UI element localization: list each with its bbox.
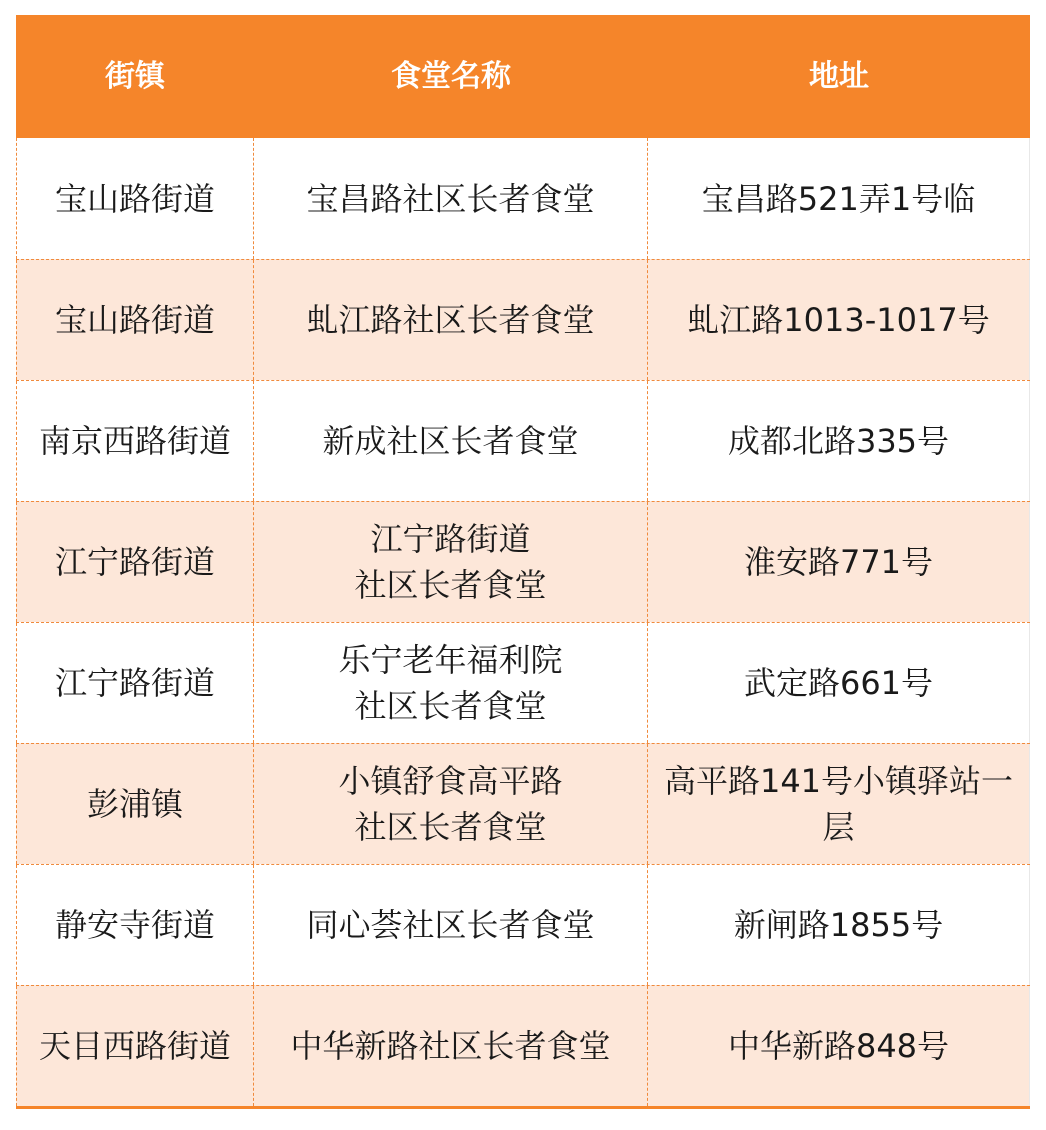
street-cell: 南京西路街道 (16, 381, 254, 501)
table-body (16, 138, 1030, 1106)
canteen-name-line: 社区长者食堂 (354, 808, 547, 846)
canteen-name-cell (254, 502, 648, 622)
street-cell: 宝山路街道 (16, 138, 254, 259)
address-line: 虬江路1013-1017号 (687, 301, 990, 339)
canteen-name-cell (254, 623, 648, 743)
table-row (16, 501, 1030, 622)
address-line: 高平路141号小镇驿站一 (663, 762, 1014, 800)
table-row (16, 985, 1030, 1106)
canteen-name-line: 社区长者食堂 (354, 687, 547, 725)
table-row (16, 864, 1030, 985)
address-line: 层 (822, 808, 855, 846)
table-row (16, 743, 1030, 864)
address-cell (648, 744, 1030, 864)
canteen-name-cell (254, 744, 648, 864)
address-line: 成都北路335号 (727, 422, 950, 460)
street-cell: 静安寺街道 (16, 865, 254, 985)
canteen-table (16, 15, 1030, 1109)
street-cell: 江宁路街道 (16, 623, 254, 743)
address-cell (648, 502, 1030, 622)
table-header (16, 15, 1030, 138)
canteen-name-cell (254, 986, 648, 1106)
canteen-name-cell (254, 381, 648, 501)
header-address: 地址 (809, 58, 869, 94)
street-cell: 宝山路街道 (16, 260, 254, 380)
canteen-name-line: 乐宁老年福利院 (338, 641, 563, 679)
canteen-name-line: 新成社区长者食堂 (322, 422, 579, 460)
canteen-name-cell (254, 260, 648, 380)
table-row (16, 138, 1030, 259)
canteen-name-line: 江宁路街道 (370, 520, 531, 558)
address-cell (648, 260, 1030, 380)
address-line: 武定路661号 (743, 664, 934, 702)
canteen-name-line: 社区长者食堂 (354, 566, 547, 604)
canteen-name-cell (254, 138, 648, 259)
canteen-name-line: 虬江路社区长者食堂 (306, 301, 595, 339)
canteen-name-line: 小镇舒食高平路 (338, 762, 563, 800)
street-cell: 彭浦镇 (16, 744, 254, 864)
table-row (16, 259, 1030, 380)
address-cell (648, 986, 1030, 1106)
table-row (16, 622, 1030, 743)
address-cell (648, 623, 1030, 743)
address-line: 新闸路1855号 (733, 906, 944, 944)
address-line: 淮安路771号 (743, 543, 934, 581)
header-canteen-name: 食堂名称 (391, 58, 511, 94)
canteen-name-line: 同心荟社区长者食堂 (306, 906, 595, 944)
street-cell: 江宁路街道 (16, 502, 254, 622)
header-street: 街镇 (105, 58, 165, 94)
street-cell: 天目西路街道 (16, 986, 254, 1106)
table-row (16, 380, 1030, 501)
address-line: 宝昌路521弄1号临 (701, 179, 976, 218)
address-cell (648, 381, 1030, 501)
address-cell (648, 138, 1030, 259)
canteen-name-cell (254, 865, 648, 985)
address-cell (648, 865, 1030, 985)
address-line: 中华新路848号 (727, 1027, 950, 1065)
canteen-name-line: 中华新路社区长者食堂 (290, 1027, 611, 1065)
canteen-name-line: 宝昌路社区长者食堂 (306, 179, 595, 218)
